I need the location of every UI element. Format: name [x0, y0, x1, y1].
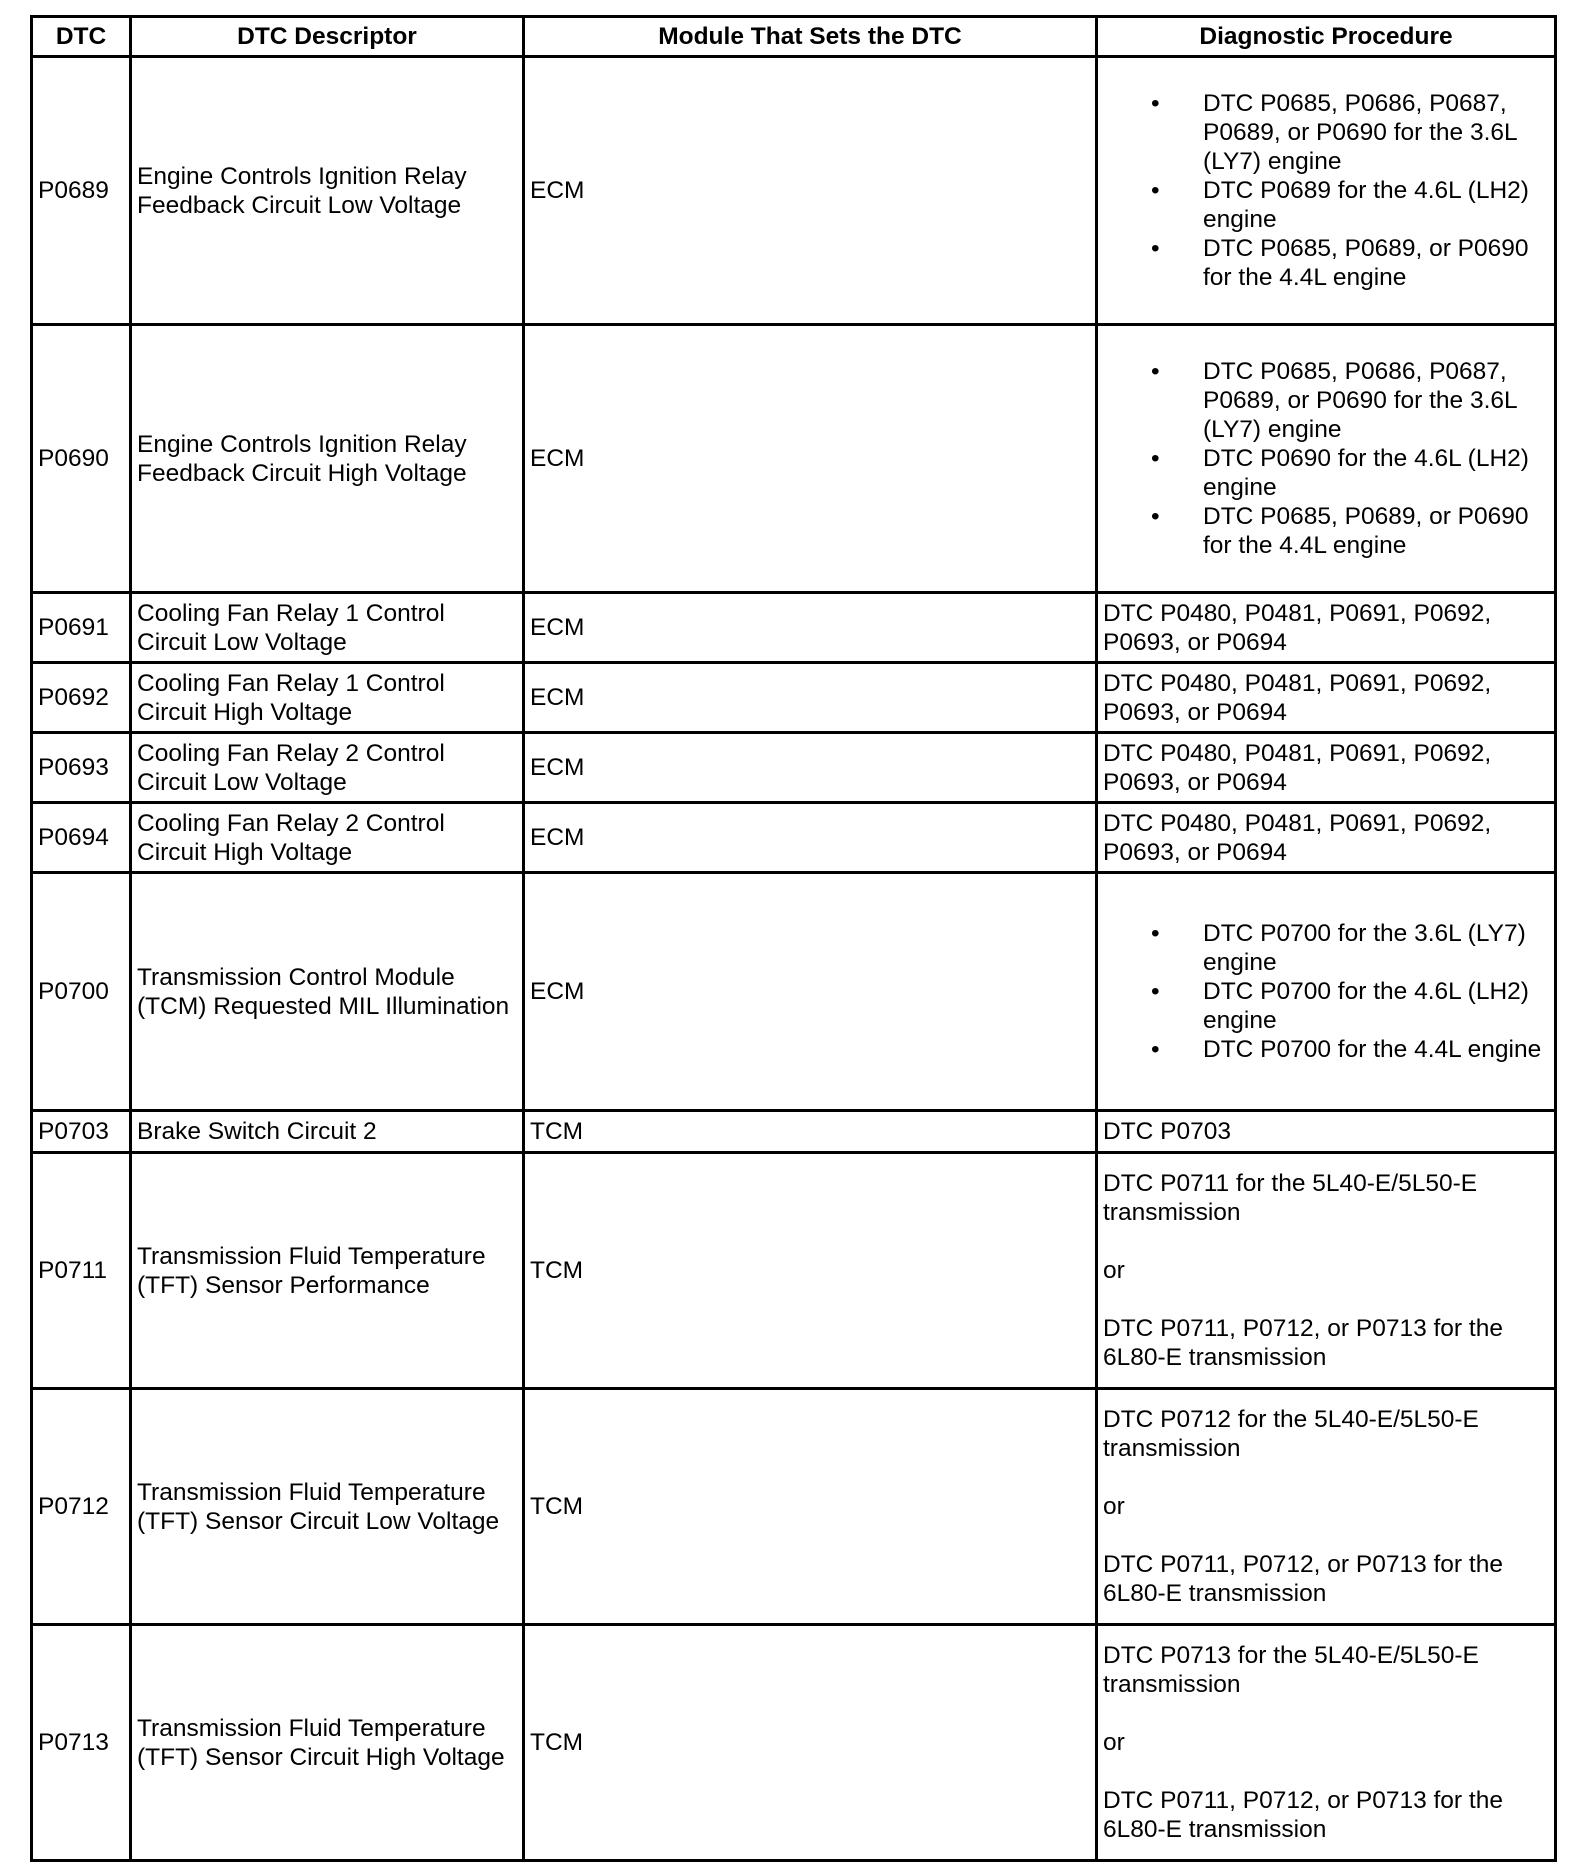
dtc-code-cell: P0712	[32, 1389, 131, 1625]
dtc-code-cell: P0694	[32, 803, 131, 873]
bullet-icon: •	[1151, 177, 1160, 204]
descriptor-cell: Engine Controls Ignition Relay Feedback Circuit High Voltage	[131, 325, 524, 593]
procedure-list	[1103, 357, 1549, 560]
procedure-cell	[1097, 1625, 1556, 1861]
procedure-list-item	[1103, 502, 1549, 560]
procedure-text: DTC P0480, P0481, P0691, P0692, P0693, or P0694	[1103, 739, 1492, 796]
module-cell: TCM	[524, 1389, 1097, 1625]
procedure-list-item	[1103, 357, 1549, 444]
descriptor-cell: Cooling Fan Relay 2 Control Circuit High Voltage	[131, 803, 524, 873]
dtc-code-cell: P0690	[32, 325, 131, 593]
descriptor-cell: Brake Switch Circuit 2	[131, 1111, 524, 1153]
module-cell: ECM	[524, 803, 1097, 873]
descriptor-cell: Transmission Fluid Temperature (TFT) Sensor Performance	[131, 1153, 524, 1389]
dtc-code-cell: P0689	[32, 57, 131, 325]
descriptor-cell: Cooling Fan Relay 1 Control Circuit Low Voltage	[131, 593, 524, 663]
bullet-icon: •	[1151, 978, 1160, 1005]
dtc-code-cell: P0691	[32, 593, 131, 663]
header-row	[32, 17, 1556, 57]
procedure-text: DTC P0713 for the 5L40-E/5L50-E transmission or DTC P0711, P0712, or P0713 for the 6L80-E transmission	[1103, 1642, 1503, 1843]
table-row	[32, 1625, 1556, 1861]
bullet-icon: •	[1151, 235, 1160, 262]
procedure-cell	[1097, 593, 1556, 663]
table-row	[32, 1153, 1556, 1389]
procedure-cell	[1097, 1389, 1556, 1625]
header-descriptor: DTC Descriptor	[131, 17, 524, 57]
descriptor-cell: Transmission Control Module (TCM) Requested MIL Illumination	[131, 873, 524, 1111]
procedure-list-item	[1103, 444, 1549, 502]
dtc-code-cell: P0700	[32, 873, 131, 1111]
bullet-icon: •	[1151, 920, 1160, 947]
header-procedure: Diagnostic Procedure	[1097, 17, 1556, 57]
procedure-list-item	[1103, 977, 1549, 1035]
header-dtc: DTC	[32, 17, 131, 57]
module-cell: ECM	[524, 325, 1097, 593]
table-row	[32, 593, 1556, 663]
procedure-cell	[1097, 803, 1556, 873]
dtc-code-cell: P0713	[32, 1625, 131, 1861]
descriptor-cell: Transmission Fluid Temperature (TFT) Sensor Circuit Low Voltage	[131, 1389, 524, 1625]
module-cell: ECM	[524, 663, 1097, 733]
procedure-item-text: DTC P0700 for the 4.4L engine	[1203, 1036, 1542, 1063]
procedure-item-text: DTC P0700 for the 3.6L (LY7) engine	[1203, 920, 1526, 976]
procedure-text: DTC P0480, P0481, P0691, P0692, P0693, or P0694	[1103, 669, 1492, 726]
procedure-text: DTC P0480, P0481, P0691, P0692, P0693, or P0694	[1103, 599, 1492, 656]
bullet-icon: •	[1151, 1036, 1160, 1063]
table-row	[32, 325, 1556, 593]
bullet-icon: •	[1151, 503, 1160, 530]
table-row	[32, 1111, 1556, 1153]
procedure-text: DTC P0711 for the 5L40-E/5L50-E transmission or DTC P0711, P0712, or P0713 for the 6L80-E transmission	[1103, 1170, 1503, 1371]
procedure-text: DTC P0480, P0481, P0691, P0692, P0693, or P0694	[1103, 809, 1492, 866]
module-cell: ECM	[524, 57, 1097, 325]
module-cell: ECM	[524, 873, 1097, 1111]
dtc-code-cell: P0693	[32, 733, 131, 803]
procedure-cell	[1097, 733, 1556, 803]
descriptor-cell: Engine Controls Ignition Relay Feedback Circuit Low Voltage	[131, 57, 524, 325]
procedure-cell	[1097, 663, 1556, 733]
table-row	[32, 1389, 1556, 1625]
table-row	[32, 873, 1556, 1111]
module-cell: ECM	[524, 733, 1097, 803]
descriptor-cell: Transmission Fluid Temperature (TFT) Sensor Circuit High Voltage	[131, 1625, 524, 1861]
table-row	[32, 803, 1556, 873]
procedure-list	[1103, 89, 1549, 292]
module-cell: TCM	[524, 1625, 1097, 1861]
table-row	[32, 663, 1556, 733]
bullet-icon: •	[1151, 445, 1160, 472]
procedure-list-item	[1103, 176, 1549, 234]
procedure-list-item	[1103, 89, 1549, 176]
procedure-text: DTC P0712 for the 5L40-E/5L50-E transmission or DTC P0711, P0712, or P0713 for the 6L80-E transmission	[1103, 1406, 1503, 1607]
descriptor-cell: Cooling Fan Relay 2 Control Circuit Low Voltage	[131, 733, 524, 803]
procedure-item-text: DTC P0700 for the 4.6L (LH2) engine	[1203, 978, 1529, 1034]
procedure-item-text: DTC P0689 for the 4.6L (LH2) engine	[1203, 177, 1529, 233]
procedure-list-item	[1103, 919, 1549, 977]
module-cell: ECM	[524, 593, 1097, 663]
procedure-item-text: DTC P0690 for the 4.6L (LH2) engine	[1203, 445, 1529, 501]
table-row	[32, 733, 1556, 803]
descriptor-cell: Cooling Fan Relay 1 Control Circuit High Voltage	[131, 663, 524, 733]
procedure-list	[1103, 919, 1549, 1064]
procedure-cell	[1097, 1153, 1556, 1389]
dtc-code-cell: P0703	[32, 1111, 131, 1153]
dtc-code-cell: P0692	[32, 663, 131, 733]
procedure-list-item	[1103, 234, 1549, 292]
procedure-cell	[1097, 873, 1556, 1111]
procedure-cell	[1097, 325, 1556, 593]
module-cell: TCM	[524, 1111, 1097, 1153]
procedure-cell	[1097, 57, 1556, 325]
table-body	[32, 57, 1556, 1861]
bullet-icon: •	[1151, 358, 1160, 385]
table-row	[32, 57, 1556, 325]
procedure-cell	[1097, 1111, 1556, 1153]
procedure-item-text: DTC P0685, P0686, P0687, P0689, or P0690 for the 3.6L (LY7) engine	[1203, 90, 1517, 175]
dtc-code-cell: P0711	[32, 1153, 131, 1389]
procedure-item-text: DTC P0685, P0689, or P0690 for the 4.4L engine	[1203, 503, 1529, 559]
procedure-item-text: DTC P0685, P0689, or P0690 for the 4.4L engine	[1203, 235, 1529, 291]
procedure-text: DTC P0703	[1103, 1118, 1232, 1145]
procedure-list-item	[1103, 1035, 1549, 1064]
dtc-table	[30, 15, 1557, 1862]
module-cell: TCM	[524, 1153, 1097, 1389]
bullet-icon: •	[1151, 90, 1160, 117]
header-module: Module That Sets the DTC	[524, 17, 1097, 57]
procedure-item-text: DTC P0685, P0686, P0687, P0689, or P0690 for the 3.6L (LY7) engine	[1203, 358, 1517, 443]
